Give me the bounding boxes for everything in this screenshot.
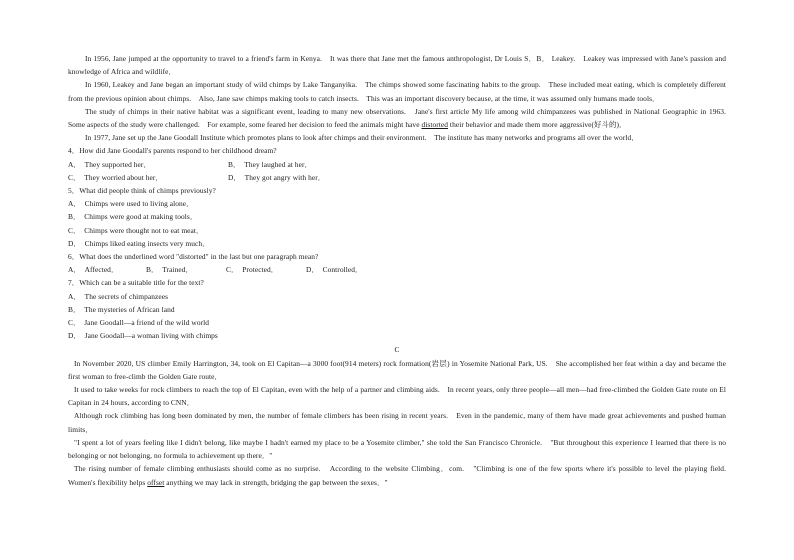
question-4-options-row-2	[68, 171, 726, 184]
passage-c-paragraph-2: It used to take weeks for rock climbers to reach the top of El Capitan, even with the help of a partner and climbing aids. In recent years, only three people—all men—had free-climbed the Golden Gate route on El Capitan in 24 hours, according to CNN．	[68, 385, 726, 408]
question-7-option-b: B． The mysteries of African land	[68, 304, 175, 314]
underlined-word-offset: offset	[147, 477, 165, 487]
document-content	[68, 52, 734, 489]
passage-c-paragraph-5	[68, 462, 734, 488]
question-4-option-d: D． They got angry with her．	[228, 172, 326, 182]
passage-b-paragraph-4: In 1977, Jane set up the Jane Goodall Institute which promotes plans to look after chimps and their environment. The institute has many networks and programs all over the world．	[85, 133, 639, 143]
question-5-stem: 5．What did people think of chimps previously?	[68, 186, 216, 196]
passage-c-heading: C	[394, 345, 400, 355]
question-5-option-d: D． Chimps liked eating insects very much．	[68, 238, 210, 248]
question-4-option-b: B． They laughed at her．	[228, 159, 312, 169]
question-6-option-c: C． Protected．	[226, 265, 279, 275]
underlined-word-distorted: distorted	[421, 120, 449, 130]
passage-b-paragraph-2: In 1960, Leakey and Jane began an important study of wild chimps by Lake Tanganyika. The chimps showed some fascinating habits to the group. These included meat eating, which is completely different from the previous opinion about chimps. Also, Jane saw chimps making tools to catch insects. This was an important discovery because, at the time, it was assumed only humans made tools．	[68, 80, 726, 103]
passage-c-paragraph-1: In November 2020, US climber Emily Harrington, 34, took on El Capitan—a 3000 foot(914 meters) rock formation(岩层) in Yosemite National Park, US. She accomplished her feat within a day and became the first woman to free-climb the Golden Gate route．	[68, 358, 726, 381]
question-4-options-row-1	[68, 158, 726, 171]
question-4-stem: 4．How did Jane Goodall's parents respond to her childhood dream?	[68, 146, 277, 156]
question-4-option-a: A． They supported her．	[68, 159, 151, 169]
question-5-option-b: B． Chimps were good at making tools．	[68, 212, 198, 222]
question-7-stem: 7．Which can be a suitable title for the text?	[68, 278, 204, 288]
passage-c-paragraph-4: "I spent a lot of years feeling like I didn't belong, like maybe I hadn't earned my place to be a Yosemite climber," she told the San Francisco Chronicle. "But throughout this experience I learned that there is no belonging or not belonging, no formula to achievement up there．"	[68, 437, 726, 461]
question-6-stem: 6．What does the underlined word "distorted" in the last but one paragraph mean?	[68, 252, 319, 262]
question-7-option-d: D． Jane Goodall—a woman living with chimps	[68, 331, 218, 341]
question-7-option-c: C． Jane Goodall—a friend of the wild world	[68, 318, 210, 328]
question-6-options-row	[68, 263, 726, 276]
passage-c-paragraph-3: Although rock climbing has long been dominated by men, the number of female climbers has been rising in recent years. Even in the pandemic, many of them have made great achievements and pushed human limits．	[68, 411, 726, 434]
question-5-option-a: A． Chimps were used to living alone．	[68, 199, 194, 209]
question-7-option-a: A． The secrets of chimpanzees	[68, 291, 169, 301]
question-6-option-b: B． Trained．	[146, 265, 193, 275]
paragraph-5-text-before: The rising number of female climbing enthusiasts should come as no surprise. According to the website Climbing．com. "Climbing is one of the few sports where it's possible to level the playing field. Women's flexibility helps	[68, 464, 734, 487]
paragraph-5-text-after: anything we may lack in strength, bridging the gap between the sexes．"	[164, 477, 388, 487]
question-6-option-d: D． Controlled．	[306, 265, 363, 275]
question-5-option-c: C． Chimps were thought not to eat meat．	[68, 225, 204, 235]
paragraph-3-text-after: their behavior and made them more aggressive(好斗的)．	[448, 120, 627, 130]
question-6-option-a: A． Affected．	[68, 265, 119, 275]
passage-b-paragraph-3	[68, 105, 734, 131]
paragraph-3-text-before: The study of chimps in their native habitat was a significant event, leading to many new observations. Jane's first article My life among wild chimpanzees was published in National Geographic in 1963. Some aspects of the study were challenged. For example, some feared her decision to feed the animals might have	[68, 106, 734, 130]
passage-b-paragraph-1: In 1956, Jane jumped at the opportunity to travel to a friend's farm in Kenya. It was there that Jane met the famous anthropologist, Dr Louis S．B． Leakey. Leakey was impressed with Jane's passion and knowledge of Africa and wildlife．	[68, 54, 726, 77]
question-4-option-c: C． They worried about her．	[68, 172, 163, 182]
